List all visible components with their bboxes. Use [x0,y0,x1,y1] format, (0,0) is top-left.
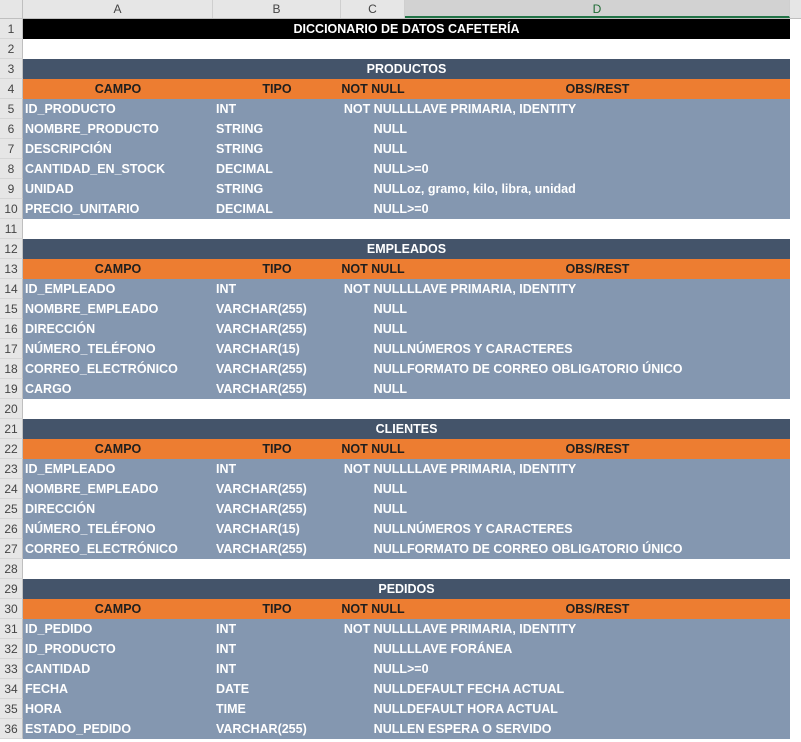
campo-cell[interactable]: HORA [25,702,62,716]
tipo-header: TIPO [262,602,292,616]
sheet-row [0,259,801,279]
row-number[interactable]: 8 [0,159,23,179]
campo-header: CAMPO [94,602,142,616]
sheet-row [0,199,801,219]
not-null-cell[interactable]: NULL [373,642,407,656]
field-row[interactable] [23,699,790,719]
row-number[interactable]: 10 [0,199,23,219]
not-null-cell[interactable]: NULL [373,702,407,716]
not-null-header: NOT NULL [341,602,405,616]
sheet-row [0,519,801,539]
tipo-header: TIPO [262,82,292,96]
row-number[interactable]: 33 [0,659,23,679]
sheet-title: DICCIONARIO DE DATOS CAFETERÍA [293,22,520,36]
sheet-row [0,559,801,579]
campo-cell[interactable]: DESCRIPCIÓN [25,142,112,156]
tipo-cell[interactable]: INT [216,622,237,636]
row-number[interactable]: 19 [0,379,23,399]
row-number[interactable]: 16 [0,319,23,339]
select-all-corner[interactable] [0,0,23,18]
sheet-rows [0,19,801,739]
obs-cell[interactable]: oz, gramo, kilo, libra, unidad [407,182,576,196]
column-labels-row[interactable] [23,599,790,619]
obs-header: OBS/REST [565,262,630,276]
sheet-row [0,239,801,259]
not-null-cell[interactable]: NULL [373,342,407,356]
row-number[interactable]: 35 [0,699,23,719]
not-null-cell[interactable]: NULL [373,162,407,176]
field-row[interactable] [23,719,790,739]
tipo-cell[interactable]: STRING [216,182,264,196]
row-number[interactable]: 13 [0,259,23,279]
tipo-cell[interactable]: DECIMAL [216,162,273,176]
sheet-row [0,359,801,379]
field-row[interactable] [23,99,790,119]
column-header-c[interactable]: C [341,0,405,18]
campo-cell[interactable]: ID_EMPLEADO [25,282,116,296]
row-number[interactable]: 4 [0,79,23,99]
row-number[interactable]: 23 [0,459,23,479]
column-header-bar [0,0,801,19]
section-title-cell[interactable] [23,579,790,599]
sheet-row [0,619,801,639]
tipo-cell[interactable]: VARCHAR(255) [216,542,307,556]
obs-header: OBS/REST [565,442,630,456]
tipo-cell[interactable]: VARCHAR(15) [216,522,300,536]
obs-cell[interactable]: EN ESPERA O SERVIDO [407,722,552,736]
row-number[interactable]: 15 [0,299,23,319]
campo-cell[interactable]: CANTIDAD_EN_STOCK [25,162,166,176]
row-number[interactable]: 17 [0,339,23,359]
row-number[interactable]: 21 [0,419,23,439]
not-null-cell[interactable]: NULL [373,682,407,696]
obs-cell[interactable]: LLAVE PRIMARIA, IDENTITY [407,462,577,476]
not-null-cell[interactable]: NULL [373,302,407,316]
campo-cell[interactable]: ID_PRODUCTO [25,102,116,116]
campo-cell[interactable]: FECHA [25,682,69,696]
sheet-row [0,299,801,319]
obs-cell[interactable]: LLAVE PRIMARIA, IDENTITY [407,282,577,296]
row-number[interactable]: 6 [0,119,23,139]
sheet-row [0,719,801,739]
not-null-cell[interactable]: NOT NULL [343,622,407,636]
not-null-cell[interactable]: NULL [373,502,407,516]
obs-cell[interactable]: FORMATO DE CORREO OBLIGATORIO ÚNICO [407,362,683,376]
row-number[interactable]: 14 [0,279,23,299]
field-row[interactable] [23,519,790,539]
campo-header: CAMPO [94,82,142,96]
sheet-row [0,59,801,79]
obs-cell[interactable]: DEFAULT FECHA ACTUAL [407,682,565,696]
row-number[interactable]: 2 [0,39,23,59]
not-null-header: NOT NULL [341,82,405,96]
campo-cell[interactable]: ID_PRODUCTO [25,642,116,656]
obs-cell[interactable]: FORMATO DE CORREO OBLIGATORIO ÚNICO [407,542,683,556]
row-number[interactable]: 9 [0,179,23,199]
tipo-cell[interactable]: INT [216,102,237,116]
section-title: EMPLEADOS [366,242,447,256]
not-null-cell[interactable]: NULL [373,722,407,736]
tipo-cell[interactable]: VARCHAR(255) [216,302,307,316]
tipo-cell[interactable]: INT [216,462,237,476]
tipo-cell[interactable]: TIME [216,702,246,716]
sheet-row [0,399,801,419]
row-number[interactable]: 18 [0,359,23,379]
obs-header: OBS/REST [565,82,630,96]
campo-header: CAMPO [94,442,142,456]
not-null-cell[interactable]: NOT NULL [343,462,407,476]
field-row[interactable] [23,359,790,379]
obs-cell[interactable]: DEFAULT HORA ACTUAL [407,702,558,716]
sheet-row [0,339,801,359]
field-row[interactable] [23,179,790,199]
not-null-cell[interactable]: NULL [373,362,407,376]
tipo-cell[interactable]: DECIMAL [216,202,273,216]
tipo-cell[interactable]: VARCHAR(255) [216,362,307,376]
tipo-cell[interactable]: VARCHAR(255) [216,322,307,336]
sheet-row [0,659,801,679]
obs-cell[interactable]: LLAVE PRIMARIA, IDENTITY [407,102,577,116]
campo-cell[interactable]: NOMBRE_EMPLEADO [25,482,159,496]
sheet-row [0,419,801,439]
not-null-header: NOT NULL [341,442,405,456]
tipo-cell[interactable]: INT [216,642,237,656]
sheet-row [0,699,801,719]
row-number[interactable]: 32 [0,639,23,659]
not-null-cell[interactable]: NULL [373,662,407,676]
field-row[interactable] [23,299,790,319]
campo-cell[interactable]: UNIDAD [25,182,74,196]
row-number[interactable]: 36 [0,719,23,739]
section-title: PRODUCTOS [366,62,447,76]
campo-cell[interactable]: ESTADO_PEDIDO [25,722,132,736]
field-row[interactable] [23,379,790,399]
campo-cell[interactable]: NÚMERO_TELÉFONO [25,522,156,536]
not-null-cell[interactable]: NULL [373,202,407,216]
not-null-cell[interactable]: NULL [373,482,407,496]
obs-cell[interactable]: NÚMEROS Y CARACTERES [407,522,573,536]
section-title-cell[interactable] [23,239,790,259]
sheet-row [0,599,801,619]
campo-cell[interactable]: DIRECCIÓN [25,322,96,336]
tipo-header: TIPO [262,262,292,276]
row-number[interactable]: 29 [0,579,23,599]
campo-cell[interactable]: NOMBRE_PRODUCTO [25,122,159,136]
tipo-header: TIPO [262,442,292,456]
column-labels-row[interactable] [23,259,790,279]
not-null-cell[interactable]: NULL [373,322,407,336]
obs-cell[interactable]: LLAVE PRIMARIA, IDENTITY [407,622,577,636]
campo-cell[interactable]: CANTIDAD [25,662,91,676]
sheet-row [0,579,801,599]
not-null-cell[interactable]: NULL [373,382,407,396]
not-null-cell[interactable]: NULL [373,522,407,536]
column-header-b[interactable]: B [213,0,341,18]
sheet-row [0,99,801,119]
column-header-d[interactable]: D [405,0,790,18]
section-title-cell[interactable] [23,419,790,439]
field-row[interactable] [23,279,790,299]
field-row[interactable] [23,139,790,159]
row-number[interactable]: 7 [0,139,23,159]
tipo-cell[interactable]: STRING [216,142,264,156]
not-null-header: NOT NULL [341,262,405,276]
column-header-a[interactable]: A [23,0,213,18]
sheet-row [0,39,801,59]
sheet-row [0,179,801,199]
sheet-row [0,119,801,139]
tipo-cell[interactable]: VARCHAR(255) [216,482,307,496]
not-null-cell[interactable]: NULL [373,122,407,136]
column-labels-row[interactable] [23,79,790,99]
row-number[interactable]: 11 [0,219,23,239]
field-row[interactable] [23,659,790,679]
field-row[interactable] [23,479,790,499]
field-row[interactable] [23,339,790,359]
row-number[interactable]: 26 [0,519,23,539]
column-labels-row[interactable] [23,439,790,459]
field-row[interactable] [23,639,790,659]
field-row[interactable] [23,459,790,479]
tipo-cell[interactable]: INT [216,282,237,296]
campo-cell[interactable]: ID_PEDIDO [25,622,93,636]
campo-cell[interactable]: CORREO_ELECTRÓNICO [25,362,178,376]
not-null-cell[interactable]: NULL [373,142,407,156]
row-number[interactable]: 20 [0,399,23,419]
field-row[interactable] [23,619,790,639]
title-cell[interactable] [23,19,790,39]
obs-cell[interactable]: >=0 [407,202,429,216]
campo-cell[interactable]: DIRECCIÓN [25,502,96,516]
campo-cell[interactable]: NOMBRE_EMPLEADO [25,302,159,316]
tipo-cell[interactable]: VARCHAR(15) [216,342,300,356]
campo-header: CAMPO [94,262,142,276]
row-number[interactable]: 25 [0,499,23,519]
not-null-cell[interactable]: NULL [373,542,407,556]
campo-cell[interactable]: NÚMERO_TELÉFONO [25,342,156,356]
row-number[interactable]: 22 [0,439,23,459]
sheet-row [0,439,801,459]
not-null-cell[interactable]: NOT NULL [343,102,407,116]
sheet-row [0,379,801,399]
sheet-row [0,79,801,99]
sheet-row [0,539,801,559]
section-title: CLIENTES [375,422,438,436]
row-number[interactable]: 34 [0,679,23,699]
sheet-row [0,679,801,699]
field-row[interactable] [23,319,790,339]
tipo-cell[interactable]: VARCHAR(255) [216,722,307,736]
sheet-row [0,159,801,179]
row-number[interactable]: 27 [0,539,23,559]
field-row[interactable] [23,499,790,519]
sheet-row [0,219,801,239]
row-number[interactable]: 24 [0,479,23,499]
obs-cell[interactable]: LLAVE FORÁNEA [407,642,513,656]
sheet-row [0,19,801,39]
sheet-row [0,479,801,499]
section-title: PEDIDOS [378,582,435,596]
campo-cell[interactable]: CORREO_ELECTRÓNICO [25,542,178,556]
field-row[interactable] [23,679,790,699]
tipo-cell[interactable]: VARCHAR(255) [216,382,307,396]
obs-cell[interactable]: >=0 [407,162,429,176]
not-null-cell[interactable]: NULL [373,182,407,196]
tipo-cell[interactable]: DATE [216,682,250,696]
sheet-row [0,639,801,659]
sheet-row [0,319,801,339]
row-number[interactable]: 30 [0,599,23,619]
section-title-cell[interactable] [23,59,790,79]
campo-cell[interactable]: PRECIO_UNITARIO [25,202,140,216]
obs-header: OBS/REST [565,602,630,616]
campo-cell[interactable]: ID_EMPLEADO [25,462,116,476]
field-row[interactable] [23,539,790,559]
row-number[interactable]: 12 [0,239,23,259]
tipo-cell[interactable]: INT [216,662,237,676]
row-number[interactable]: 1 [0,19,23,39]
field-row[interactable] [23,119,790,139]
row-number[interactable]: 3 [0,59,23,79]
obs-cell[interactable]: >=0 [407,662,429,676]
tipo-cell[interactable]: VARCHAR(255) [216,502,307,516]
row-number[interactable]: 5 [0,99,23,119]
sheet-row [0,279,801,299]
obs-cell[interactable]: NÚMEROS Y CARACTERES [407,342,573,356]
field-row[interactable] [23,199,790,219]
row-number[interactable]: 31 [0,619,23,639]
tipo-cell[interactable]: STRING [216,122,264,136]
row-number[interactable]: 28 [0,559,23,579]
not-null-cell[interactable]: NOT NULL [343,282,407,296]
sheet-row [0,139,801,159]
sheet-row [0,499,801,519]
sheet-row [0,459,801,479]
field-row[interactable] [23,159,790,179]
campo-cell[interactable]: CARGO [25,382,72,396]
